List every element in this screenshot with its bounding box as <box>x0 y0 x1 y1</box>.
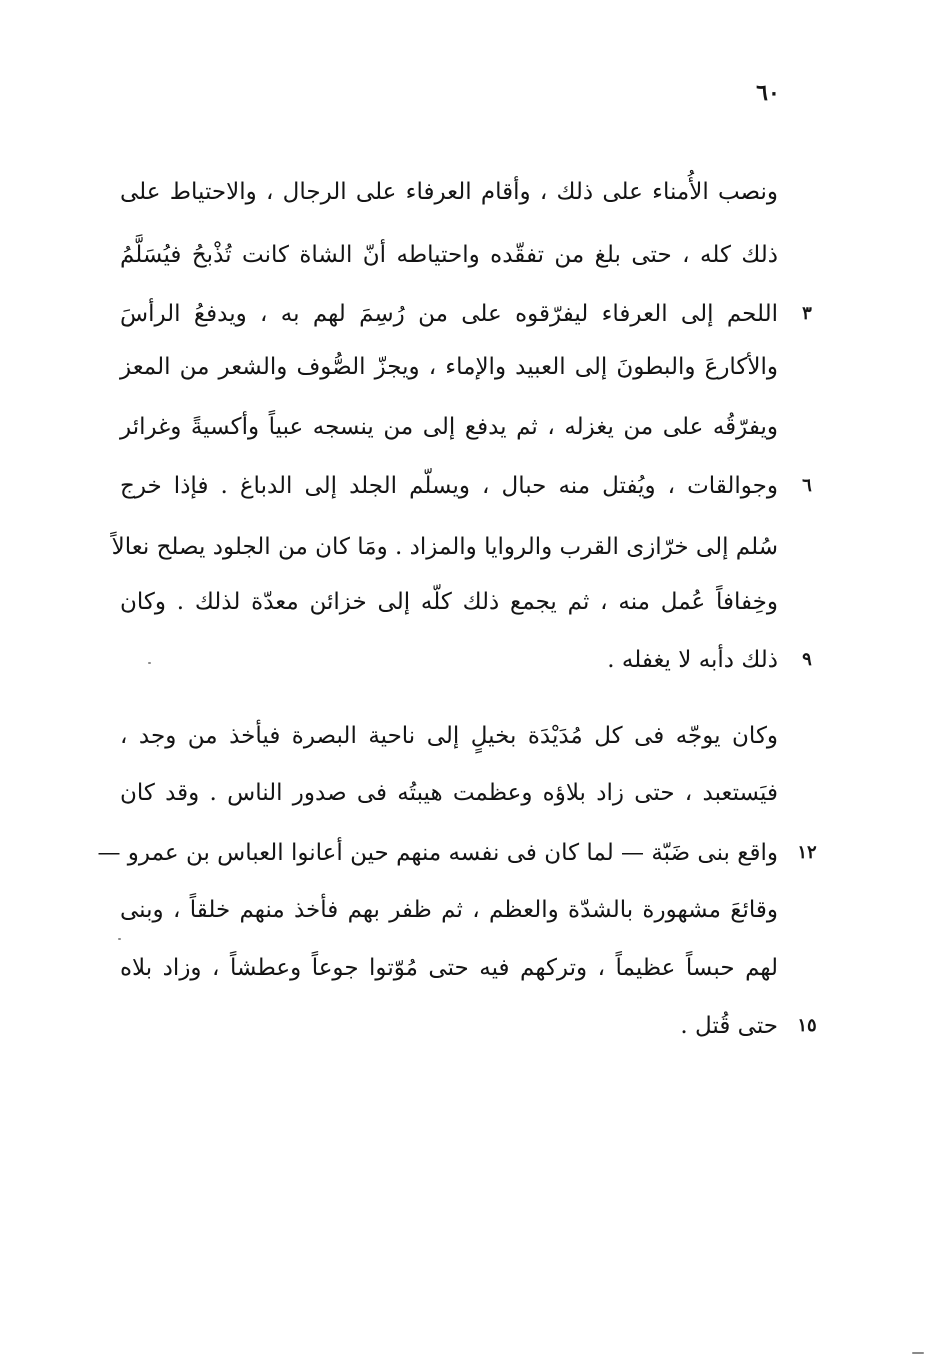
line-number: ٩ <box>802 649 812 670</box>
page-number: ٦٠ <box>756 80 780 106</box>
scan-speck <box>118 938 121 940</box>
line-number: ٣ <box>802 303 812 324</box>
text-line: اللحم إلى العرفاء ليفرّقوه على من رُسِمَ لهم به ، ويدفعُ الرأسَ <box>120 301 778 327</box>
line-number: ١٢ <box>797 842 817 863</box>
text-line: وقائعَ مشهورة بالشدّة والعظم ، ثم ظفر بهم فأخذ منهم خلقاً ، وبنى <box>120 897 778 923</box>
text-line: لهم حبساً عظيماً ، وتركهم فيه حتى مُوّتوا جوعاً وعطشاً ، وزاد بلاه <box>120 955 778 981</box>
text-line: واقع بنى ضَبّة — لما كان فى نفسه منهم حين أعانوا العباس بن عمرو — <box>97 840 778 866</box>
text-line: حتى قُتل . <box>680 1013 778 1039</box>
text-line: وجوالقات ، ويُفتل منه حبال ، ويسلّم الجلد إلى الدباغ . فإذا خرج <box>120 473 778 499</box>
line-number: ٦ <box>802 475 812 496</box>
text-line: ذلك دأبه لا يغفله . <box>607 647 778 673</box>
text-line: وخِفافاً عُمل منه ، ثم يجمع ذلك كلّه إلى خزائن معدّة لذلك . وكان <box>120 589 778 615</box>
text-line: والأكارعَ والبطونَ إلى العبيد والإماء ، ويجزّ الصُّوف والشعر من المعز <box>120 354 778 380</box>
text-line: ونصب الأُمناء على ذلك ، وأقام العرفاء على الرجال ، والاحتياط على <box>120 179 779 205</box>
text-line: سُلم إلى خرّازى القرب والروايا والمزاد . ومَا كان من الجلود يصلح نعالاً <box>111 534 778 560</box>
scan-speck <box>912 1352 924 1354</box>
line-number: ١٥ <box>797 1015 817 1036</box>
text-line: وكان يوجّه فى كل مُدَيْدَة بخيلٍ إلى ناحية البصرة فيأخذ من وجد ، <box>120 723 778 749</box>
text-line: ذلك كله ، حتى بلغ من تفقّده واحتياطه أنّ الشاة كانت تُذْبحُ فيُسَلَّمُ <box>120 242 778 268</box>
text-line: ويفرّقُه على من يغزله ، ثم يدفع إلى من ينسجه عبياً وأكسيةً وغرائر <box>120 414 778 440</box>
scan-speck <box>148 662 151 664</box>
text-line: فيَستعبد ، حتى زاد بلاؤه وعظمت هيبتُه فى صدور الناس . وقد كان <box>120 780 778 806</box>
